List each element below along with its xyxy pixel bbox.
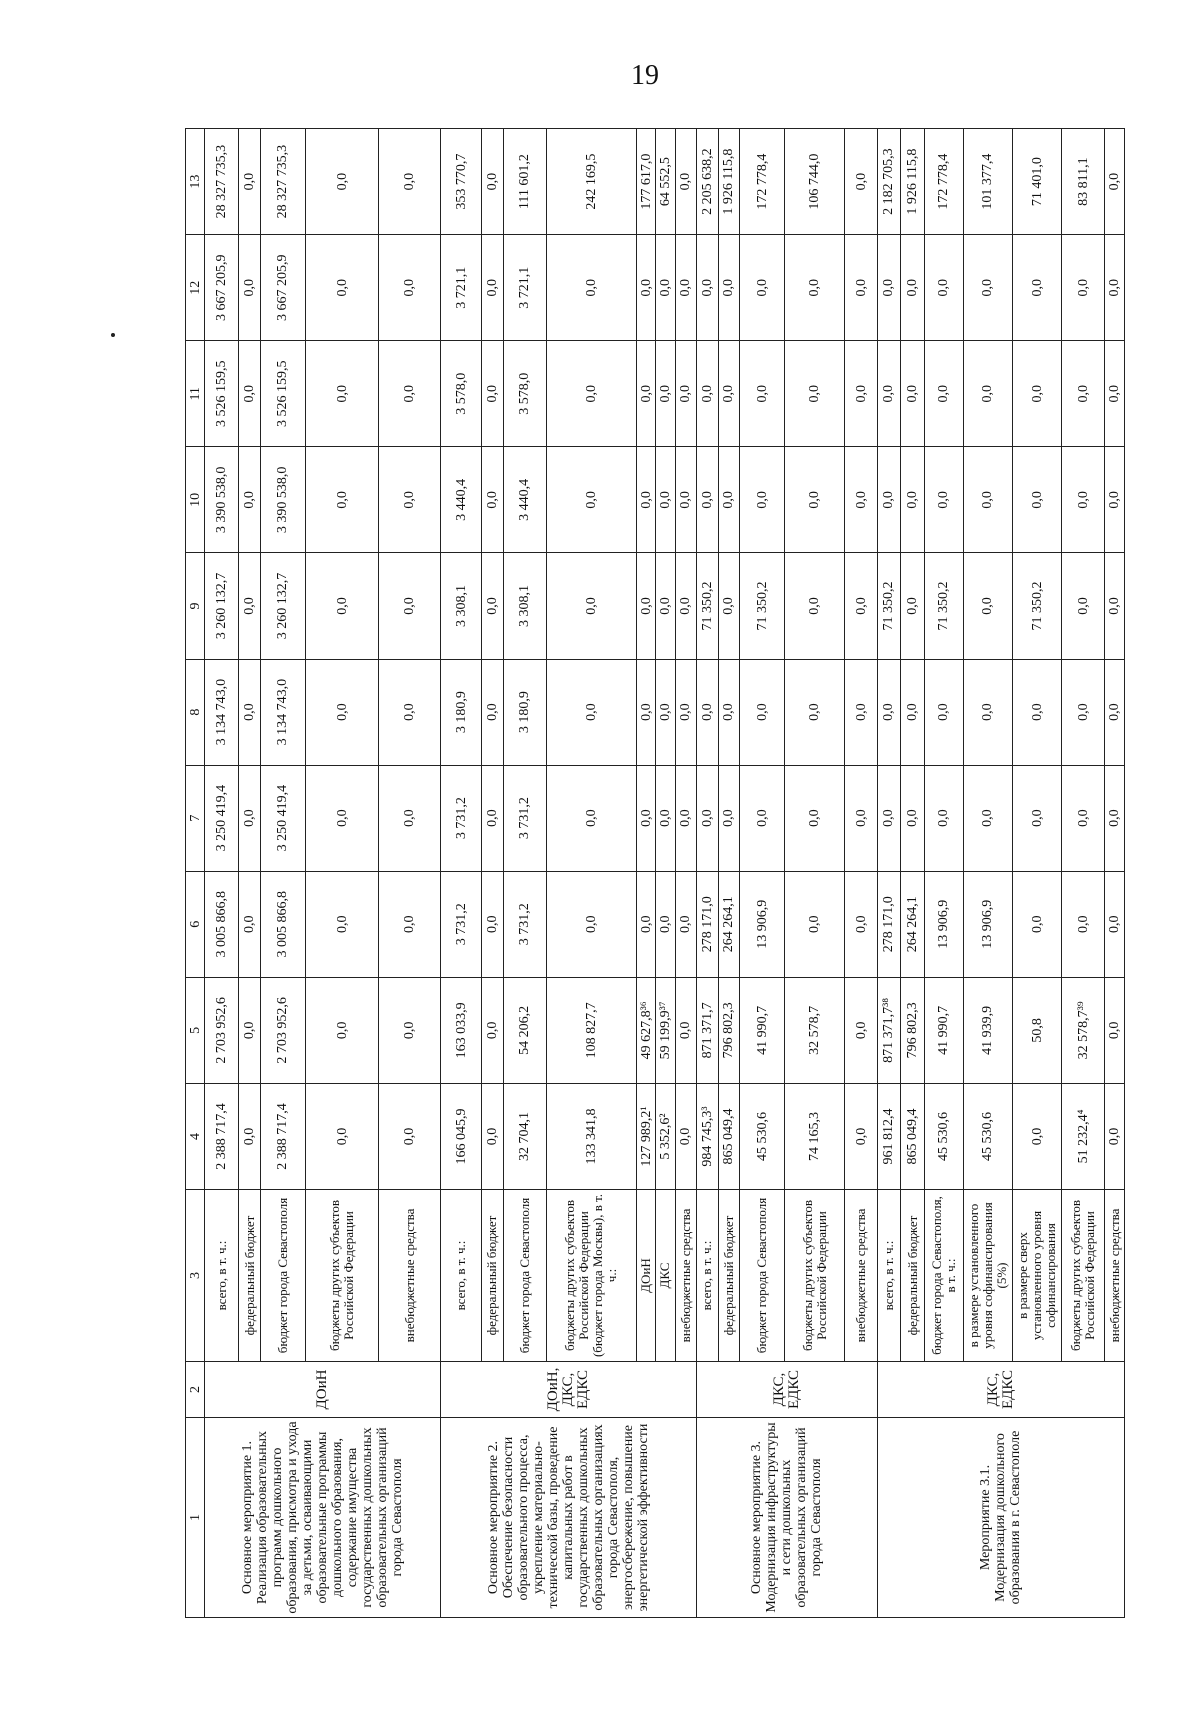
value-cell: 111 601,2 bbox=[503, 129, 546, 235]
value-cell: 71 350,2 bbox=[877, 553, 901, 659]
value-cell: 51 232,4⁴ bbox=[1062, 1083, 1105, 1189]
value-cell: 32 578,7³⁹ bbox=[1062, 977, 1105, 1083]
value-cell: 0,0 bbox=[1105, 871, 1125, 977]
value-cell: 278 171,0 bbox=[877, 871, 901, 977]
value-cell: 54 206,2 bbox=[503, 977, 546, 1083]
value-cell: 0,0 bbox=[379, 765, 441, 871]
value-cell: 45 530,6 bbox=[740, 1083, 785, 1189]
funding-source-cell: федеральный бюджет bbox=[901, 1190, 925, 1362]
value-cell: 3 180,9 bbox=[503, 659, 546, 765]
value-cell: 0,0 bbox=[1105, 235, 1125, 341]
value-cell: 3 440,4 bbox=[503, 447, 546, 553]
value-cell: 0,0 bbox=[239, 977, 260, 1083]
funding-source-cell: всего, в т. ч.: bbox=[697, 1190, 718, 1362]
value-cell: 3 526 159,5 bbox=[260, 341, 305, 447]
header-cell: 12 bbox=[186, 235, 205, 341]
value-cell: 0,0 bbox=[845, 871, 877, 977]
value-cell: 0,0 bbox=[482, 129, 503, 235]
funding-source-cell: ДОиН bbox=[636, 1190, 655, 1362]
value-cell: 0,0 bbox=[697, 765, 718, 871]
value-cell: 32 704,1 bbox=[503, 1083, 546, 1189]
value-cell: 0,0 bbox=[546, 765, 636, 871]
value-cell: 28 327 735,3 bbox=[260, 129, 305, 235]
value-cell: 0,0 bbox=[845, 447, 877, 553]
value-cell: 71 350,2 bbox=[697, 553, 718, 659]
value-cell: 0,0 bbox=[379, 341, 441, 447]
value-cell: 0,0 bbox=[636, 447, 655, 553]
value-cell: 0,0 bbox=[785, 341, 845, 447]
value-cell: 0,0 bbox=[845, 1083, 877, 1189]
value-cell: 0,0 bbox=[636, 765, 655, 871]
value-cell: 3 250 419,4 bbox=[260, 765, 305, 871]
value-cell: 0,0 bbox=[546, 871, 636, 977]
value-cell: 0,0 bbox=[1013, 447, 1062, 553]
value-cell: 0,0 bbox=[379, 129, 441, 235]
value-cell: 45 530,6 bbox=[924, 1083, 963, 1189]
value-cell: 0,0 bbox=[924, 447, 963, 553]
value-cell: 0,0 bbox=[924, 235, 963, 341]
value-cell: 0,0 bbox=[697, 341, 718, 447]
value-cell: 0,0 bbox=[636, 235, 655, 341]
value-cell: 353 770,7 bbox=[441, 129, 482, 235]
executor-cell: ДКС, ЕДКС bbox=[877, 1362, 1124, 1418]
funding-source-cell: федеральный бюджет bbox=[239, 1190, 260, 1362]
value-cell: 71 401,0 bbox=[1013, 129, 1062, 235]
value-cell: 0,0 bbox=[306, 765, 379, 871]
value-cell: 0,0 bbox=[901, 659, 925, 765]
value-cell: 0,0 bbox=[656, 447, 675, 553]
funding-source-cell: федеральный бюджет bbox=[482, 1190, 503, 1362]
value-cell: 278 171,0 bbox=[697, 871, 718, 977]
value-cell: 2 388 717,4 bbox=[260, 1083, 305, 1189]
page-number: 19 bbox=[631, 60, 659, 91]
measure-name-cell: Мероприятие 3.1. Модернизация дошкольного образования в г. Севастополе bbox=[877, 1418, 1124, 1618]
header-cell: 3 bbox=[186, 1190, 205, 1362]
value-cell: 0,0 bbox=[379, 553, 441, 659]
header-cell: 5 bbox=[186, 977, 205, 1083]
value-cell: 0,0 bbox=[1062, 447, 1105, 553]
value-cell: 0,0 bbox=[785, 553, 845, 659]
value-cell: 0,0 bbox=[697, 659, 718, 765]
rotated-table-wrapper bbox=[185, 128, 1125, 1618]
value-cell: 0,0 bbox=[740, 659, 785, 765]
value-cell: 0,0 bbox=[901, 553, 925, 659]
value-cell: 3 308,1 bbox=[441, 553, 482, 659]
value-cell: 0,0 bbox=[546, 235, 636, 341]
header-cell: 6 bbox=[186, 871, 205, 977]
value-cell: 0,0 bbox=[482, 235, 503, 341]
value-cell: 0,0 bbox=[963, 553, 1012, 659]
value-cell: 0,0 bbox=[656, 765, 675, 871]
value-cell: 0,0 bbox=[482, 341, 503, 447]
value-cell: 242 169,5 bbox=[546, 129, 636, 235]
value-cell: 101 377,4 bbox=[963, 129, 1012, 235]
value-cell: 0,0 bbox=[740, 447, 785, 553]
value-cell: 3 260 132,7 bbox=[205, 553, 239, 659]
value-cell: 133 341,8 bbox=[546, 1083, 636, 1189]
funding-source-cell: всего, в т. ч.: bbox=[877, 1190, 901, 1362]
value-cell: 0,0 bbox=[482, 765, 503, 871]
funding-source-cell: бюджет города Севастополя bbox=[740, 1190, 785, 1362]
value-cell: 0,0 bbox=[379, 977, 441, 1083]
funding-source-cell: бюджеты других субъектов Российской Федерации (бюджет города Москвы), в т. ч.: bbox=[546, 1190, 636, 1362]
value-cell: 865 049,4 bbox=[718, 1083, 739, 1189]
value-cell: 0,0 bbox=[785, 235, 845, 341]
value-cell: 0,0 bbox=[306, 341, 379, 447]
value-cell: 3 578,0 bbox=[503, 341, 546, 447]
value-cell: 127 989,2¹ bbox=[636, 1083, 655, 1189]
value-cell: 3 005 866,8 bbox=[205, 871, 239, 977]
table-row bbox=[877, 129, 901, 1618]
header-cell: 13 bbox=[186, 129, 205, 235]
header-row bbox=[186, 129, 205, 1618]
funding-source-cell: в размере установленного уровня софинансирования (5%) bbox=[963, 1190, 1012, 1362]
value-cell: 0,0 bbox=[482, 871, 503, 977]
value-cell: 0,0 bbox=[718, 765, 739, 871]
value-cell: 0,0 bbox=[306, 871, 379, 977]
value-cell: 0,0 bbox=[845, 765, 877, 871]
value-cell: 0,0 bbox=[718, 235, 739, 341]
value-cell: 0,0 bbox=[636, 871, 655, 977]
value-cell: 0,0 bbox=[845, 341, 877, 447]
value-cell: 0,0 bbox=[656, 235, 675, 341]
funding-source-cell: бюджеты других субъектов Российской Федерации bbox=[306, 1190, 379, 1362]
value-cell: 0,0 bbox=[239, 235, 260, 341]
value-cell: 0,0 bbox=[306, 659, 379, 765]
value-cell: 796 802,3 bbox=[901, 977, 925, 1083]
value-cell: 0,0 bbox=[877, 341, 901, 447]
funding-source-cell: бюджет города Севастополя bbox=[503, 1190, 546, 1362]
funding-source-cell: бюджет города Севастополя bbox=[260, 1190, 305, 1362]
value-cell: 3 308,1 bbox=[503, 553, 546, 659]
value-cell: 0,0 bbox=[718, 553, 739, 659]
value-cell: 1 926 115,8 bbox=[718, 129, 739, 235]
value-cell: 50,8 bbox=[1013, 977, 1062, 1083]
value-cell: 3 731,2 bbox=[503, 871, 546, 977]
value-cell: 0,0 bbox=[845, 129, 877, 235]
value-cell: 0,0 bbox=[1105, 765, 1125, 871]
value-cell: 172 778,4 bbox=[740, 129, 785, 235]
value-cell: 0,0 bbox=[656, 871, 675, 977]
value-cell: 0,0 bbox=[963, 341, 1012, 447]
value-cell: 3 721,1 bbox=[503, 235, 546, 341]
value-cell: 0,0 bbox=[239, 129, 260, 235]
value-cell: 0,0 bbox=[656, 553, 675, 659]
value-cell: 0,0 bbox=[482, 553, 503, 659]
value-cell: 71 350,2 bbox=[1013, 553, 1062, 659]
value-cell: 0,0 bbox=[845, 977, 877, 1083]
value-cell: 0,0 bbox=[1013, 871, 1062, 977]
value-cell: 0,0 bbox=[546, 553, 636, 659]
value-cell: 0,0 bbox=[306, 1083, 379, 1189]
value-cell: 0,0 bbox=[845, 553, 877, 659]
value-cell: 796 802,3 bbox=[718, 977, 739, 1083]
table-body bbox=[205, 129, 1125, 1618]
funding-source-cell: в размере сверх установленного уровня софинансирования bbox=[1013, 1190, 1062, 1362]
executor-cell: ДОиН bbox=[205, 1362, 441, 1418]
value-cell: 3 134 743,0 bbox=[205, 659, 239, 765]
value-cell: 3 250 419,4 bbox=[205, 765, 239, 871]
value-cell: 0,0 bbox=[1062, 871, 1105, 977]
funding-source-cell: всего, в т. ч.: bbox=[441, 1190, 482, 1362]
value-cell: 0,0 bbox=[675, 765, 696, 871]
value-cell: 0,0 bbox=[845, 659, 877, 765]
value-cell: 3 731,2 bbox=[441, 765, 482, 871]
value-cell: 0,0 bbox=[1105, 341, 1125, 447]
funding-source-cell: бюджеты других субъектов Российской Федерации bbox=[785, 1190, 845, 1362]
funding-source-cell: федеральный бюджет bbox=[718, 1190, 739, 1362]
value-cell: 0,0 bbox=[482, 1083, 503, 1189]
value-cell: 0,0 bbox=[1013, 235, 1062, 341]
value-cell: 45 530,6 bbox=[963, 1083, 1012, 1189]
value-cell: 0,0 bbox=[877, 235, 901, 341]
value-cell: 0,0 bbox=[1013, 341, 1062, 447]
value-cell: 0,0 bbox=[785, 871, 845, 977]
header-cell: 4 bbox=[186, 1083, 205, 1189]
funding-source-cell: всего, в т. ч.: bbox=[205, 1190, 239, 1362]
value-cell: 0,0 bbox=[239, 765, 260, 871]
value-cell: 0,0 bbox=[1062, 553, 1105, 659]
value-cell: 3 180,9 bbox=[441, 659, 482, 765]
header-cell: 2 bbox=[186, 1362, 205, 1418]
value-cell: 0,0 bbox=[785, 765, 845, 871]
stray-mark bbox=[111, 333, 115, 337]
value-cell: 3 731,2 bbox=[441, 871, 482, 977]
value-cell: 0,0 bbox=[718, 659, 739, 765]
value-cell: 2 182 705,3 bbox=[877, 129, 901, 235]
value-cell: 0,0 bbox=[697, 235, 718, 341]
value-cell: 0,0 bbox=[675, 871, 696, 977]
value-cell: 41 990,7 bbox=[740, 977, 785, 1083]
value-cell: 0,0 bbox=[656, 659, 675, 765]
value-cell: 0,0 bbox=[546, 447, 636, 553]
value-cell: 0,0 bbox=[963, 447, 1012, 553]
value-cell: 0,0 bbox=[924, 659, 963, 765]
value-cell: 0,0 bbox=[1105, 447, 1125, 553]
value-cell: 264 264,1 bbox=[718, 871, 739, 977]
value-cell: 0,0 bbox=[379, 1083, 441, 1189]
value-cell: 0,0 bbox=[306, 235, 379, 341]
value-cell: 3 005 866,8 bbox=[260, 871, 305, 977]
funding-table bbox=[185, 128, 1125, 1618]
executor-cell: ДКС, ЕДКС bbox=[697, 1362, 878, 1418]
value-cell: 0,0 bbox=[379, 447, 441, 553]
value-cell: 2 205 638,2 bbox=[697, 129, 718, 235]
value-cell: 0,0 bbox=[924, 341, 963, 447]
value-cell: 3 578,0 bbox=[441, 341, 482, 447]
table-row bbox=[441, 129, 482, 1618]
value-cell: 0,0 bbox=[379, 871, 441, 977]
value-cell: 74 165,3 bbox=[785, 1083, 845, 1189]
value-cell: 41 939,9 bbox=[963, 977, 1012, 1083]
value-cell: 0,0 bbox=[239, 447, 260, 553]
value-cell: 3 721,1 bbox=[441, 235, 482, 341]
value-cell: 32 578,7 bbox=[785, 977, 845, 1083]
value-cell: 3 260 132,7 bbox=[260, 553, 305, 659]
value-cell: 41 990,7 bbox=[924, 977, 963, 1083]
value-cell: 961 812,4 bbox=[877, 1083, 901, 1189]
value-cell: 177 617,0 bbox=[636, 129, 655, 235]
value-cell: 0,0 bbox=[675, 447, 696, 553]
value-cell: 0,0 bbox=[963, 765, 1012, 871]
value-cell: 0,0 bbox=[740, 341, 785, 447]
value-cell: 0,0 bbox=[306, 129, 379, 235]
value-cell: 0,0 bbox=[877, 659, 901, 765]
funding-source-cell: внебюджетные средства bbox=[675, 1190, 696, 1362]
value-cell: 3 526 159,5 bbox=[205, 341, 239, 447]
value-cell: 0,0 bbox=[1062, 341, 1105, 447]
value-cell: 0,0 bbox=[675, 129, 696, 235]
value-cell: 0,0 bbox=[740, 765, 785, 871]
value-cell: 0,0 bbox=[675, 341, 696, 447]
value-cell: 0,0 bbox=[785, 447, 845, 553]
value-cell: 106 744,0 bbox=[785, 129, 845, 235]
value-cell: 984 745,3³ bbox=[697, 1083, 718, 1189]
value-cell: 0,0 bbox=[785, 659, 845, 765]
value-cell: 3 731,2 bbox=[503, 765, 546, 871]
value-cell: 0,0 bbox=[1105, 553, 1125, 659]
value-cell: 71 350,2 bbox=[924, 553, 963, 659]
value-cell: 2 703 952,6 bbox=[205, 977, 239, 1083]
value-cell: 0,0 bbox=[306, 447, 379, 553]
value-cell: 0,0 bbox=[482, 447, 503, 553]
value-cell: 13 906,9 bbox=[924, 871, 963, 977]
value-cell: 0,0 bbox=[963, 235, 1012, 341]
value-cell: 0,0 bbox=[1105, 129, 1125, 235]
value-cell: 0,0 bbox=[901, 341, 925, 447]
value-cell: 0,0 bbox=[379, 235, 441, 341]
measure-name-cell: Основное мероприятие 3. Модернизация инфраструктуры и сети дошкольных образовательных организаций города Севастополя bbox=[697, 1418, 878, 1618]
value-cell: 0,0 bbox=[636, 553, 655, 659]
value-cell: 0,0 bbox=[740, 235, 785, 341]
value-cell: 108 827,7 bbox=[546, 977, 636, 1083]
value-cell: 64 552,5 bbox=[656, 129, 675, 235]
value-cell: 0,0 bbox=[239, 341, 260, 447]
funding-source-cell: внебюджетные средства bbox=[379, 1190, 441, 1362]
value-cell: 0,0 bbox=[675, 659, 696, 765]
header-cell: 9 bbox=[186, 553, 205, 659]
value-cell: 0,0 bbox=[924, 765, 963, 871]
value-cell: 0,0 bbox=[1013, 1083, 1062, 1189]
value-cell: 28 327 735,3 bbox=[205, 129, 239, 235]
value-cell: 865 049,4 bbox=[901, 1083, 925, 1189]
value-cell: 0,0 bbox=[675, 235, 696, 341]
measure-name-cell: Основное мероприятие 2. Обеспечение безопасности образовательного процесса, укрепление материально-технической базы, проведение капитальных работ в государственных дошкольных образовательных организациях города Севастополя, энергосбережение, повышение энергетической эффективности bbox=[441, 1418, 697, 1618]
value-cell: 0,0 bbox=[675, 553, 696, 659]
table-row bbox=[697, 129, 718, 1618]
value-cell: 163 033,9 bbox=[441, 977, 482, 1083]
value-cell: 0,0 bbox=[379, 659, 441, 765]
value-cell: 0,0 bbox=[1105, 659, 1125, 765]
value-cell: 871 371,7³⁸ bbox=[877, 977, 901, 1083]
value-cell: 0,0 bbox=[1105, 977, 1125, 1083]
funding-source-cell: внебюджетные средства bbox=[1105, 1190, 1125, 1362]
value-cell: 264 264,1 bbox=[901, 871, 925, 977]
table-row bbox=[205, 129, 239, 1618]
value-cell: 0,0 bbox=[718, 447, 739, 553]
executor-cell: ДОиН, ДКС, ЕДКС bbox=[441, 1362, 697, 1418]
value-cell: 0,0 bbox=[306, 977, 379, 1083]
value-cell: 0,0 bbox=[656, 341, 675, 447]
value-cell: 49 627,8³⁶ bbox=[636, 977, 655, 1083]
value-cell: 0,0 bbox=[697, 447, 718, 553]
value-cell: 0,0 bbox=[306, 553, 379, 659]
value-cell: 13 906,9 bbox=[963, 871, 1012, 977]
value-cell: 0,0 bbox=[1062, 765, 1105, 871]
value-cell: 0,0 bbox=[1013, 765, 1062, 871]
funding-source-cell: ДКС bbox=[656, 1190, 675, 1362]
value-cell: 0,0 bbox=[546, 659, 636, 765]
value-cell: 0,0 bbox=[239, 659, 260, 765]
value-cell: 0,0 bbox=[1105, 1083, 1125, 1189]
value-cell: 0,0 bbox=[901, 447, 925, 553]
header-cell: 7 bbox=[186, 765, 205, 871]
value-cell: 0,0 bbox=[1062, 659, 1105, 765]
header-cell: 11 bbox=[186, 341, 205, 447]
value-cell: 3 390 538,0 bbox=[205, 447, 239, 553]
value-cell: 59 199,9³⁷ bbox=[656, 977, 675, 1083]
funding-source-cell: внебюджетные средства bbox=[845, 1190, 877, 1362]
value-cell: 0,0 bbox=[239, 871, 260, 977]
value-cell: 0,0 bbox=[877, 447, 901, 553]
value-cell: 1 926 115,8 bbox=[901, 129, 925, 235]
value-cell: 0,0 bbox=[239, 1083, 260, 1189]
value-cell: 172 778,4 bbox=[924, 129, 963, 235]
value-cell: 0,0 bbox=[877, 765, 901, 871]
value-cell: 3 134 743,0 bbox=[260, 659, 305, 765]
value-cell: 3 667 205,9 bbox=[260, 235, 305, 341]
value-cell: 871 371,7 bbox=[697, 977, 718, 1083]
value-cell: 0,0 bbox=[675, 977, 696, 1083]
value-cell: 2 703 952,6 bbox=[260, 977, 305, 1083]
value-cell: 0,0 bbox=[239, 553, 260, 659]
measure-name-cell: Основное мероприятие 1. Реализация образовательных программ дошкольного образования, присмотра и ухода за детьми, осваивающими образовательные программы дошкольного образования, содержание имущества государственных дошкольных образовательных организаций города Севастополя bbox=[205, 1418, 441, 1618]
header-cell: 8 bbox=[186, 659, 205, 765]
value-cell: 0,0 bbox=[636, 341, 655, 447]
header-cell: 1 bbox=[186, 1418, 205, 1618]
value-cell: 0,0 bbox=[546, 341, 636, 447]
value-cell: 166 045,9 bbox=[441, 1083, 482, 1189]
value-cell: 2 388 717,4 bbox=[205, 1083, 239, 1189]
value-cell: 0,0 bbox=[482, 977, 503, 1083]
value-cell: 0,0 bbox=[718, 341, 739, 447]
header-cell: 10 bbox=[186, 447, 205, 553]
value-cell: 3 667 205,9 bbox=[205, 235, 239, 341]
value-cell: 0,0 bbox=[1013, 659, 1062, 765]
value-cell: 0,0 bbox=[901, 765, 925, 871]
value-cell: 5 352,6² bbox=[656, 1083, 675, 1189]
value-cell: 83 811,1 bbox=[1062, 129, 1105, 235]
funding-source-cell: бюджет города Севастополя, в т. ч.: bbox=[924, 1190, 963, 1362]
value-cell: 0,0 bbox=[636, 659, 655, 765]
value-cell: 0,0 bbox=[963, 659, 1012, 765]
value-cell: 0,0 bbox=[1062, 235, 1105, 341]
value-cell: 0,0 bbox=[845, 235, 877, 341]
value-cell: 0,0 bbox=[675, 1083, 696, 1189]
value-cell: 0,0 bbox=[482, 659, 503, 765]
value-cell: 13 906,9 bbox=[740, 871, 785, 977]
value-cell: 0,0 bbox=[901, 235, 925, 341]
funding-source-cell: бюджеты других субъектов Российской Федерации bbox=[1062, 1190, 1105, 1362]
value-cell: 3 390 538,0 bbox=[260, 447, 305, 553]
value-cell: 3 440,4 bbox=[441, 447, 482, 553]
value-cell: 71 350,2 bbox=[740, 553, 785, 659]
